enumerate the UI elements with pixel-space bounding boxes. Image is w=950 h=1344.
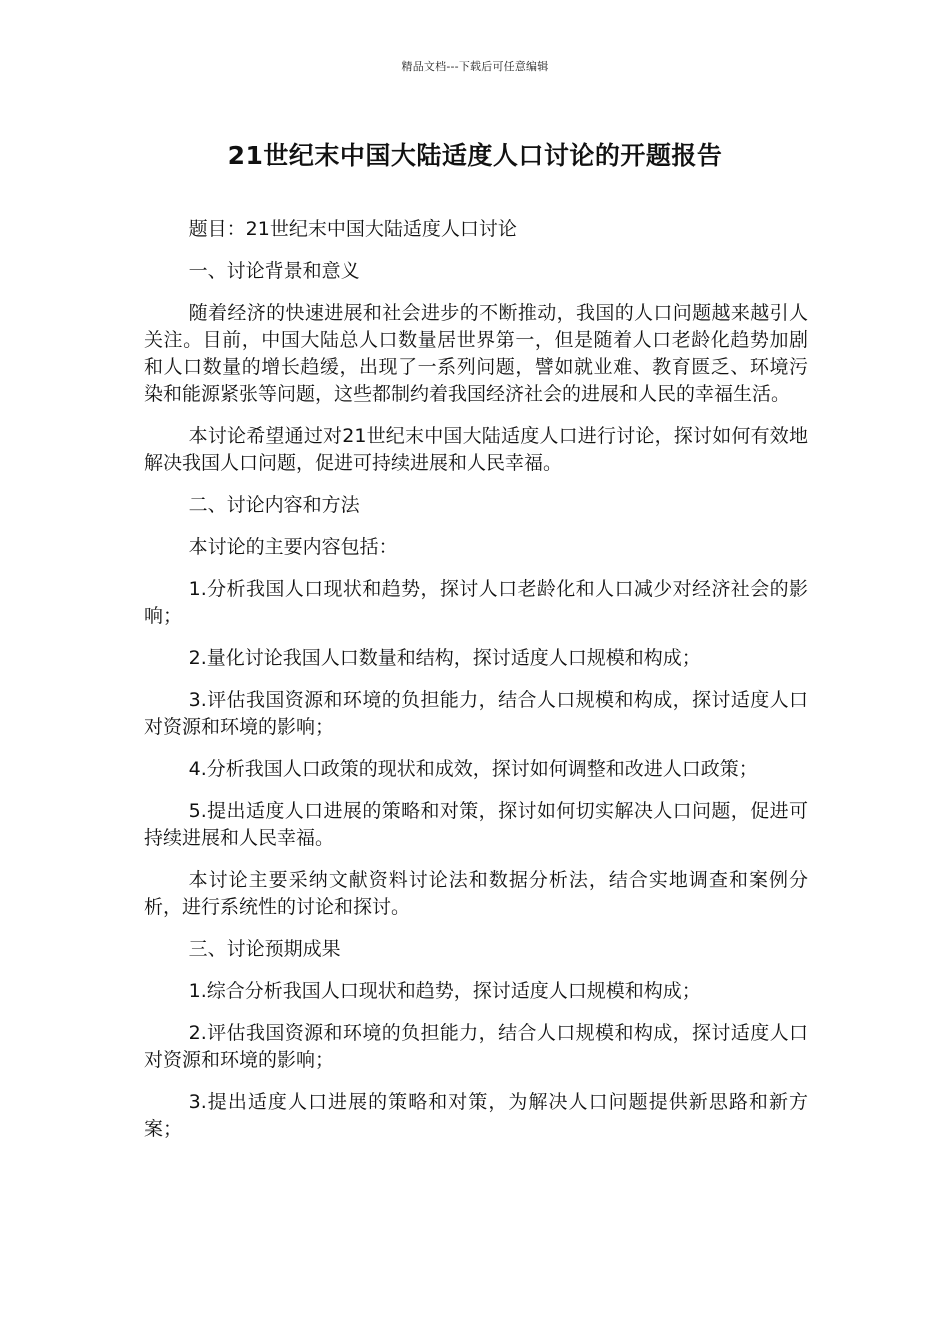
topic-line: 题目：21世纪末中国大陆适度人口讨论: [188, 218, 517, 240]
content-item: 1.分析我国人口现状和趋势，探讨人口老龄化和人口减少对经济社会的影响；: [144, 578, 808, 627]
section-heading-outcomes: 三、讨论预期成果: [188, 938, 341, 960]
section-heading-content: 二、讨论内容和方法: [188, 494, 360, 516]
outcome-item: 3.提出适度人口进展的策略和对策，为解决人口问题提供新思路和新方案；: [144, 1091, 808, 1140]
document-title: 21世纪末中国大陆适度人口讨论的开题报告: [227, 141, 723, 170]
outcome-item: 1.综合分析我国人口现状和趋势，探讨适度人口规模和构成；: [188, 980, 701, 1002]
section-heading-background: 一、讨论背景和意义: [188, 260, 360, 282]
method-paragraph: 本讨论主要采纳文献资料讨论法和数据分析法，结合实地调查和案例分析，进行系统性的讨论和探讨。: [144, 869, 808, 918]
outcome-item: 2.评估我国资源和环境的负担能力，结合人口规模和构成，探讨适度人口对资源和环境的影响；: [144, 1022, 808, 1071]
purpose-paragraph: 本讨论希望通过对21世纪末中国大陆适度人口进行讨论，探讨如何有效地解决我国人口问题，促进可持续进展和人民幸福。: [144, 425, 808, 474]
content-item: 4.分析我国人口政策的现状和成效，探讨如何调整和改进人口政策；: [188, 758, 758, 780]
background-paragraph: 随着经济的快速进展和社会进步的不断推动，我国的人口问题越来越引人关注。目前，中国大陆总人口数量居世界第一，但是随着人口老龄化趋势加剧和人口数量的增长趋缓，出现了一系列问题，譬如就业难、教育匮乏、环境污染和能源紧张等问题，这些都制约着我国经济社会的进展和人民的幸福生活。: [144, 302, 808, 405]
document-body: [144, 216, 808, 1158]
content-item: 3.评估我国资源和环境的负担能力，结合人口规模和构成，探讨适度人口对资源和环境的影响；: [144, 689, 808, 738]
page-header: 精品文档---下载后可任意编辑: [401, 60, 549, 73]
content-item: 5.提出适度人口进展的策略和对策，探讨如何切实解决人口问题，促进可持续进展和人民幸福。: [144, 800, 808, 849]
content-item: 2.量化讨论我国人口数量和结构，探讨适度人口规模和构成；: [188, 647, 701, 669]
content-intro: 本讨论的主要内容包括：: [188, 536, 398, 558]
